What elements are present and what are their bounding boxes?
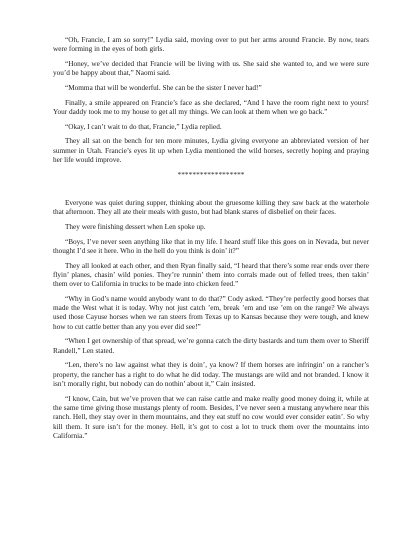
paragraph: “Boys, I’ve never seen anything like that in my life. I heard stuff like this goes on in Nevada, but never thought I’d see it here. Who in the hell do you think is doin’ it?” bbox=[53, 237, 369, 255]
paragraph: “Len, there’s no law against what they is doin’, ya know? If them horses are infringin’ on a rancher’s property, the rancher has a right to do what he did today. The mustangs are wild and not branded. I know it isn’t morally right, but nobody can do nothin’ about it,” Cain insisted. bbox=[53, 361, 369, 388]
book-page bbox=[53, 36, 369, 447]
paragraph: “Oh, Francie, I am so sorry!” Lydia said, moving over to put her arms around Francie. By now, tears were forming in the eyes of both girls. bbox=[53, 36, 369, 54]
paragraph: Finally, a smile appeared on Francie’s face as she declared, “And I have the room right next to yours! Your daddy took me to my house to get all my things. We can look at them when we go back.” bbox=[53, 98, 369, 116]
paragraph: Everyone was quiet during supper, thinking about the gruesome killing they saw back at the waterhole that afternoon. They all ate their meals with gusto, but had blank stares of disbelief on their faces. bbox=[53, 198, 369, 217]
paragraph: They were finishing dessert when Len spoke up. bbox=[65, 222, 206, 231]
paragraph: “I know, Cain, but we’ve proven that we can raise cattle and make really good money doing it, while at the same time giving those mustangs plenty of room. Besides, I’ve never seen a mustang anywhere near this ranch. Hell, they stay over in them mountains, and they eat stuff no cow would ever consider eatin’. So why kill them. It sure isn’t for the money. Hell, it’s got to cost a lot to truck them over the mountains into California.” bbox=[53, 394, 369, 440]
scene-break-divider: ****************** bbox=[177, 170, 245, 179]
paragraph: They all looked at each other, and then Ryan finally said, “I heard that there’s some rear ends over there flyin’ planes, chasin’ wild ponies. They’re runnin’ them into corrals made out of felled trees, then takin’ them over to California in trucks to be made into chicken feed.” bbox=[53, 261, 369, 289]
paragraph: “Honey, we’ve decided that Francie will be living with us. She said she wanted to, and we were sure you’d be happy about that,” Naomi said. bbox=[53, 59, 369, 78]
paragraph: “When I get ownership of that spread, we’re gonna catch the dirty bastards and turn them over to Sheriff Randell,” Len stated. bbox=[53, 337, 369, 355]
paragraph: “Momma that will be wonderful. She can be the sister I never had!” bbox=[65, 83, 262, 92]
paragraph: “Okay, I can’t wait to do that, Francie,” Lydia replied. bbox=[65, 122, 222, 131]
paragraph: They all sat on the bench for ten more minutes, Lydia giving everyone an abbreviated version of her summer in Utah. Francie’s eyes lit up when Lydia mentioned the wild horses, secretly hoping and praying her life would improve. bbox=[53, 137, 369, 164]
paragraph: “Why in God’s name would anybody want to do that?” Cody asked. “They’re perfectly good horses that made the West what it is today. Why not just catch ’em, break ’em and use ’em on the range? We always used those Cayuse horses when we ran steers from Texas up to Kansas because they were tough, and knew how to cut cattle better than any you ever did see!” bbox=[53, 294, 369, 331]
